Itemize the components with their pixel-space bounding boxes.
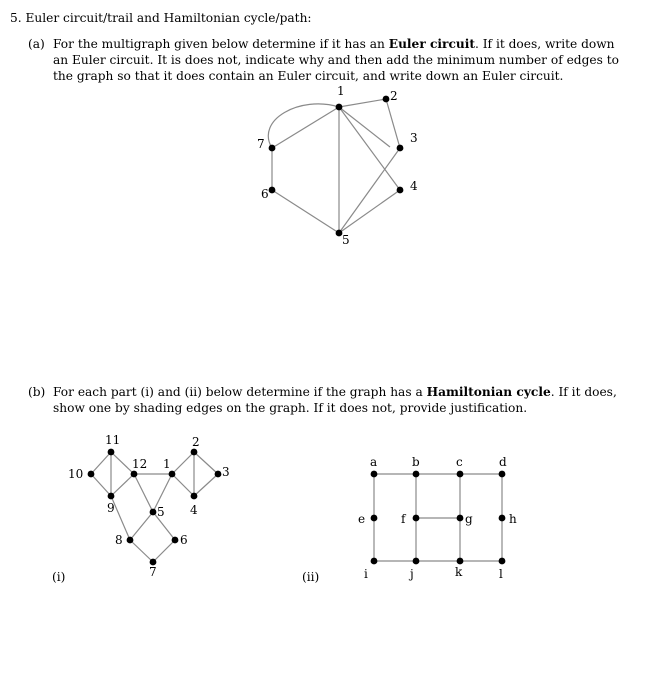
vertex-ii-j: [413, 558, 420, 565]
edge-7-1-curved: [268, 104, 339, 148]
vertex-ii-k: [457, 558, 464, 565]
vertex-label-i-9: 9: [107, 501, 115, 515]
vertex-label-i-11: 11: [105, 433, 121, 447]
part-b-text-1: For each part (i) and (ii) below determine if the graph has a: [53, 385, 427, 399]
vertex-label-ii-e: e: [358, 512, 366, 526]
vertex-ii-e: [371, 515, 378, 522]
vertex-ii-i: [371, 558, 378, 565]
vertex-label-6: 6: [261, 187, 269, 201]
part-b-text-2: . If it does, show one by shading edges on the graph. If it does not, provide justification.: [53, 385, 617, 415]
vertex-label-1: 1: [337, 84, 345, 98]
edge-i-8-7: [130, 540, 153, 562]
edge-i-2-3: [194, 452, 218, 474]
vertex-label-i-5: 5: [157, 505, 165, 519]
vertex-label-ii-d: d: [499, 455, 507, 469]
vertex-label-7: 7: [257, 137, 265, 151]
vertex-i-4: [191, 493, 198, 500]
vertex-ii-g: [457, 515, 464, 522]
vertex-label-4: 4: [410, 179, 418, 193]
vertex-i-3: [215, 471, 222, 478]
vertex-label-ii-k: k: [455, 565, 463, 579]
edge-6-5: [272, 190, 339, 233]
vertex-label-i-4: 4: [190, 503, 198, 517]
vertex-label-ii-c: c: [456, 455, 463, 469]
vertex-ii-f: [413, 515, 420, 522]
vertex-label-i-2: 2: [192, 435, 200, 449]
vertex-4: [397, 187, 404, 194]
vertex-label-2: 2: [390, 89, 398, 103]
edge-i-11-10: [91, 452, 111, 474]
vertex-ii-a: [371, 471, 378, 478]
part-b-label: (b): [28, 385, 46, 399]
vertex-label-ii-f: f: [401, 512, 406, 526]
vertex-ii-l: [499, 558, 506, 565]
vertex-label-ii-g: g: [465, 512, 473, 526]
vertex-label-i-8: 8: [115, 533, 123, 547]
vertex-label-i-12: 12: [132, 457, 148, 471]
vertex-6: [269, 187, 276, 194]
vertex-label-ii-h: h: [509, 512, 517, 526]
part-b-bold-hamiltonian-cycle: Hamiltonian cycle: [426, 385, 551, 399]
vertex-label-i-3: 3: [222, 465, 230, 479]
edge-i-1-4: [172, 474, 194, 496]
vertex-2: [383, 96, 390, 103]
vertex-i-5: [150, 509, 157, 516]
graph-ii-edges: [374, 474, 502, 561]
part-a-text-1: For the multigraph given below determine if it has an: [53, 37, 389, 51]
edge-7-1-straight: [272, 107, 339, 148]
sub-i-label: (i): [52, 570, 66, 584]
vertex-i-6: [172, 537, 179, 544]
vertex-label-ii-j: j: [410, 567, 414, 581]
edge-i-3-4: [194, 474, 218, 496]
edge-5-3: [339, 148, 400, 233]
vertex-i-10: [88, 471, 95, 478]
vertex-label-i-7: 7: [149, 565, 157, 579]
vertex-7: [269, 145, 276, 152]
vertex-ii-d: [499, 471, 506, 478]
edge-i-1-2: [172, 452, 194, 474]
vertex-label-ii-a: a: [370, 455, 378, 469]
vertex-label-5: 5: [342, 233, 350, 247]
vertex-ii-h: [499, 515, 506, 522]
edge-i-5-8: [130, 512, 153, 540]
vertex-i-9: [108, 493, 115, 500]
problem-title-text: 5. Euler circuit/trail and Hamiltonian cycle/path:: [10, 11, 312, 25]
edge-1-4: [339, 107, 400, 190]
vertex-i-1: [169, 471, 176, 478]
vertex-i-11: [108, 449, 115, 456]
part-a-text-2: . If it does, write down an Euler circuit. It is does not, indicate why and then add the minimum number of edges to the graph so that it does contain an Euler circuit, and write down an Euler circuit.: [53, 37, 619, 83]
vertex-label-i-10: 10: [68, 467, 84, 481]
vertex-3: [397, 145, 404, 152]
part-a-label: (a): [28, 37, 45, 51]
euler-multigraph: [268, 99, 400, 233]
edge-2-3: [386, 99, 400, 148]
vertex-i-8: [127, 537, 134, 544]
edge-i-12-5: [134, 474, 153, 512]
vertex-label-i-6: 6: [180, 533, 188, 547]
vertex-label-ii-i: i: [364, 567, 368, 581]
edge-1-2: [339, 99, 386, 107]
vertex-label-i-1: 1: [163, 457, 171, 471]
vertex-label-ii-l: l: [499, 567, 503, 581]
vertex-1: [336, 104, 343, 111]
vertex-ii-b: [413, 471, 420, 478]
edge-i-10-9: [91, 474, 111, 496]
edge-i-12-9: [111, 474, 134, 496]
vertex-i-12: [131, 471, 138, 478]
sub-ii-label: (ii): [302, 570, 320, 584]
edge-i-11-12: [111, 452, 134, 474]
graph-i-vertex-labels: [68, 433, 230, 579]
edge-i-7-6: [153, 540, 175, 562]
vertex-ii-c: [457, 471, 464, 478]
vertex-label-ii-b: b: [412, 455, 420, 469]
vertex-i-2: [191, 449, 198, 456]
euler-vertices: [269, 96, 404, 237]
edge-5-4: [339, 190, 400, 233]
part-a-bold-euler-circuit: Euler circuit: [388, 37, 475, 51]
vertex-label-3: 3: [410, 131, 418, 145]
